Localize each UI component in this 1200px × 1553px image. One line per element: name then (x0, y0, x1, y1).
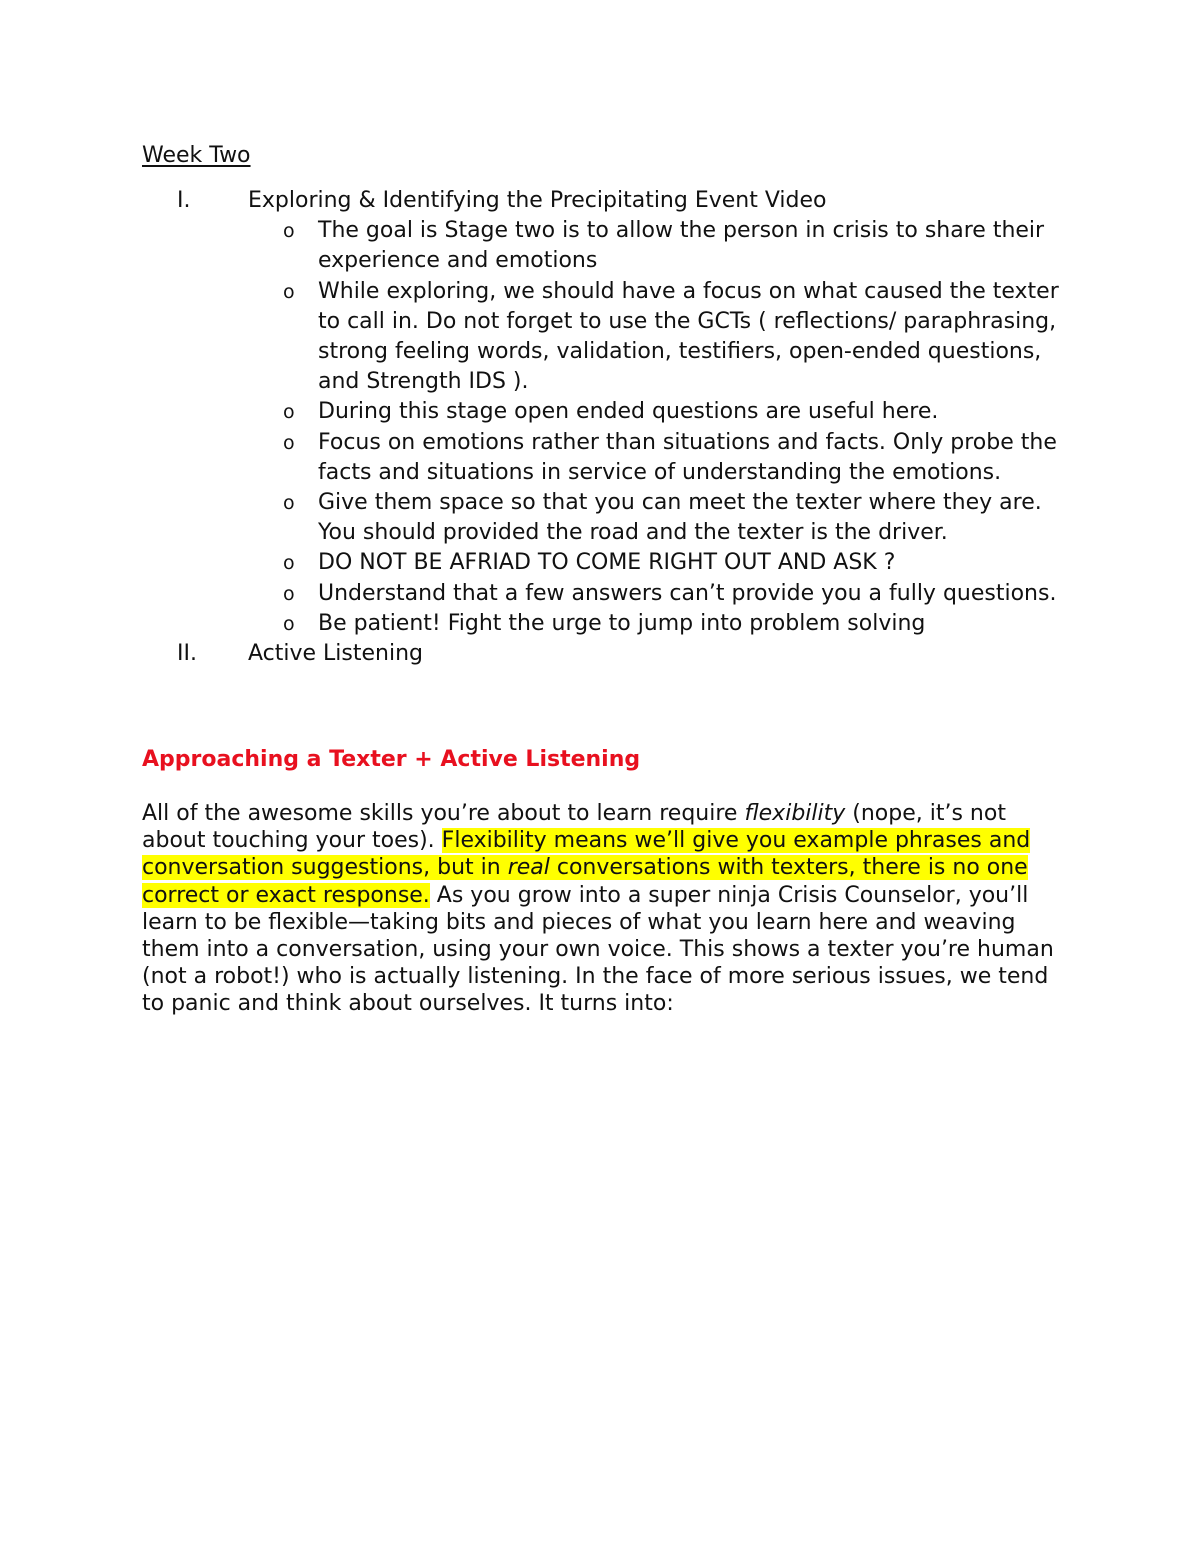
outline-section (142, 186, 1082, 639)
list-item-text: Be patient! Fight the urge to jump into problem solving (318, 610, 926, 636)
list-item-text: During this stage open ended questions are useful here. (318, 399, 939, 425)
body-paragraph (142, 800, 1072, 1018)
section-numeral: II. (177, 641, 197, 667)
highlighted-italic-text: real (507, 855, 550, 881)
outline-section (142, 639, 1082, 669)
list-item-text: Focus on emotions rather than situations and facts. Only probe the facts and situations in service of understanding the emotions. (318, 429, 1057, 485)
highlighted-text-part: Flexibility means we’ll give you example phrases and conversation suggestions, but in (142, 828, 1031, 881)
list-item (248, 428, 1082, 488)
list-item (248, 609, 1082, 639)
list-item (248, 548, 1082, 578)
bullet-marker: o (283, 431, 295, 454)
paragraph-text: (nope, it’s not about touching your toes). (142, 801, 1006, 854)
section-sublist (248, 216, 1082, 639)
section-label: Active Listening (248, 641, 424, 667)
paragraph-italic-text: flexibility (744, 801, 846, 826)
list-item (248, 216, 1082, 276)
bullet-marker: o (283, 492, 295, 515)
paragraph-text: As you grow into a super ninja Crisis Counselor, you’ll learn to be flexible—taking bits and pieces of what you learn here and weaving them into a conversation, using your own voice. This shows a texter you’re human (not a robot!) who is actually listening. In the face of more serious issues, we tend to panic and think about ourselves. It turns into: (142, 882, 1054, 1017)
bullet-marker: o (283, 582, 295, 605)
bullet-marker: o (283, 612, 295, 635)
paragraph-text: All of the awesome skills you’re about to learn require (142, 801, 745, 826)
bullet-marker: o (283, 280, 295, 303)
section-heading: Approaching a Texter + Active Listening (142, 747, 641, 772)
section-numeral: I. (177, 188, 191, 213)
bullet-marker: o (283, 401, 295, 424)
list-item (248, 579, 1082, 609)
list-item (248, 277, 1082, 398)
outline-list (142, 186, 1082, 669)
list-item-text: DO NOT BE AFRIAD TO COME RIGHT OUT AND ASK ? (318, 550, 896, 576)
list-item-text: Give them space so that you can meet the texter where they are. You should provided the road and the texter is the driver. (318, 490, 1042, 546)
list-item (248, 488, 1082, 548)
list-item-text: The goal is Stage two is to allow the person in crisis to share their experience and emotions (318, 218, 1045, 274)
highlighted-text-part: conversations with texters, there is no one correct or exact response. (142, 855, 1028, 908)
bullet-marker: o (283, 220, 295, 243)
bullet-marker: o (283, 552, 295, 575)
list-item (248, 397, 1082, 427)
list-item-text: While exploring, we should have a focus on what caused the texter to call in. Do not forget to use the GCTs ( reflections/ paraphrasing, strong feeling words, validation, testifiers, open-ended questions, and Strength IDS ). (318, 278, 1059, 395)
list-item-text: Understand that a few answers can’t provide you a fully questions. (318, 580, 1057, 606)
section-label: Exploring & Identifying the Precipitating Event Video (248, 188, 827, 213)
document-title: Week Two (142, 143, 251, 168)
